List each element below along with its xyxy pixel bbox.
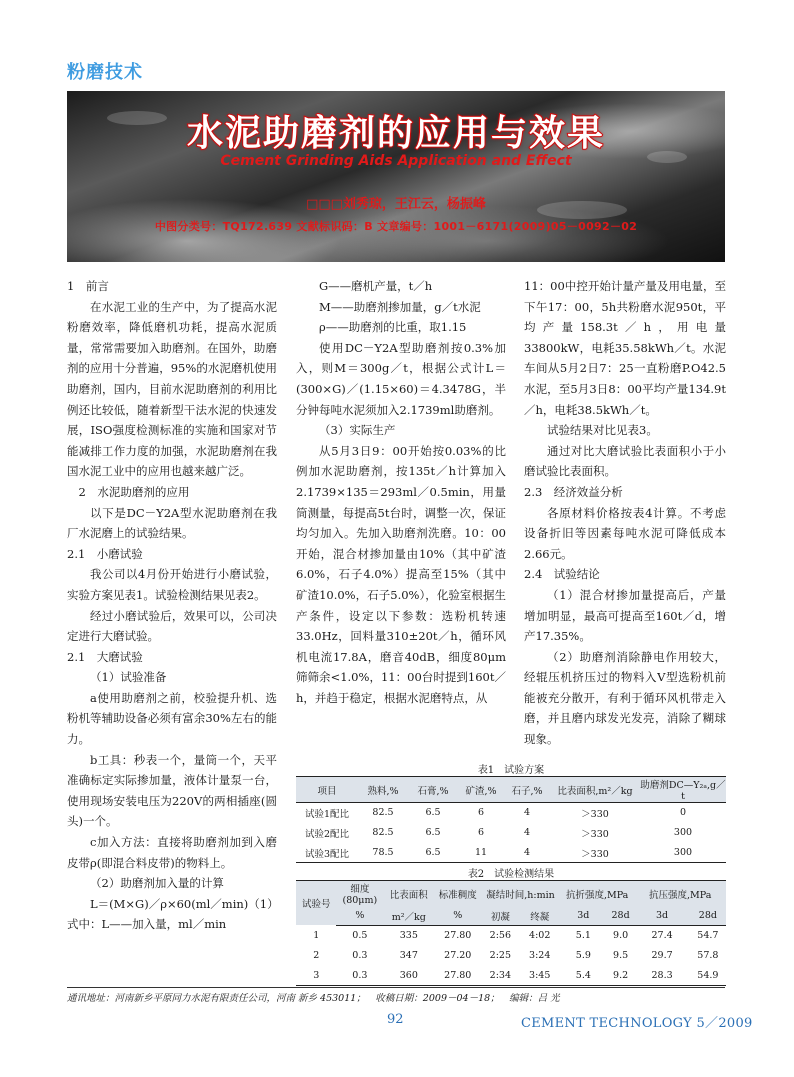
table-cell: 0.5 — [336, 926, 383, 946]
table-cell: 5.4 — [560, 966, 607, 986]
table-cell: 57.8 — [690, 946, 726, 966]
table-cell: 5.1 — [560, 926, 607, 946]
table-header-cell: 抗折强度,MPa — [560, 881, 635, 907]
table-cell: 4 — [504, 823, 550, 843]
table-cell: ＞330 — [550, 823, 640, 843]
table-subheader-cell: 28d — [690, 906, 726, 926]
table-cell: 27.80 — [434, 966, 481, 986]
paragraph: 使用DC－Y2A型助磨剂按0.3%加入，则M＝300g／t，根据公式计L＝(300×G)／(1.15×60)＝4.3478G，半分钟每吨水泥须加入2.1739ml助磨剂。 — [296, 340, 506, 417]
table-header-cell: 比表面积,m²／kg — [550, 777, 640, 803]
table-cell: 6.5 — [408, 803, 458, 823]
footer-address: 通讯地址：河南新乡平原同力水泥有限责任公司，河南 新乡 453011； 收稿日期：2009－04－18； 编辑：吕 光 — [67, 993, 560, 1004]
paragraph: 通过对比大磨试验比表面积小于小磨试验比表面积。 — [524, 443, 726, 479]
paragraph: 从5月3日9：00开始按0.03%的比例加水泥助磨剂，按135t／h计算加入2.1739×135＝293ml／0.5min，用量筒测量，每提高5t台时，调整一次，保证均匀加入。先加入助磨剂洗磨。10：00开始，混合材掺加量由10%（其中矿渣6.0%，石子4.0%）提高至15%（其中矿渣10.0%，石子5.0%），化验室根据生产条件，设定以下参数：选粉机转速33.0Hz，回料量310±20t／h，循环风机电流17.8A，磨音40dB，细度80μm筛筛余<1.0%，11：00台时提到160t／h，并趋于稳定，根据水泥磨特点，从 — [296, 443, 506, 705]
table-cell: 4:02 — [519, 926, 559, 946]
table-cell: 29.7 — [634, 946, 689, 966]
paragraph: 1 前言 — [67, 279, 109, 293]
table-header-cell: 助磨剂DC—Y₂ₐ,g／t — [640, 777, 726, 803]
paragraph: G——磨机产量，t／h — [319, 279, 433, 293]
paragraph: 经过小磨试验后，效果可以，公司决定进行大磨试验。 — [67, 608, 277, 644]
paragraph: a使用助磨剂之前，校验提升机、选粉机等辅助设备必须有富余30%左右的能力。 — [67, 690, 277, 747]
table-cell: 9.5 — [607, 946, 635, 966]
table-cell: 9.0 — [607, 926, 635, 946]
paragraph: 2.1 大磨试验 — [67, 649, 143, 664]
table-2 — [296, 880, 726, 986]
table-2-caption: 表2 试验检测结果 — [467, 869, 555, 880]
table-row — [296, 926, 726, 946]
paragraph: 各原材料价格按表4计算。不考虑设备折旧等因素每吨水泥可降低成本2.66元。 — [524, 505, 726, 561]
table-cell: 78.5 — [358, 843, 408, 863]
table-subheader-cell: 3d — [634, 906, 689, 926]
table-header-cell: 试验号 — [296, 881, 336, 926]
table-cell: 2 — [296, 946, 336, 966]
paragraph: （2）助磨剂加入量的计算 — [90, 876, 224, 891]
table-cell: 27.20 — [434, 946, 481, 966]
paragraph: 在水泥工业的生产中，为了提高水泥粉磨效率，降低磨机功耗，提高水泥质量，常常需要加入助磨剂。在国外，助磨剂的应用十分普遍，95%的水泥磨机使用助磨剂，国内，目前水泥助磨剂的利用比例还比较低，随着新型干法水泥的快速发展，ISO强度检测标准的实施和国家对节能减排工作力度的加强，水泥助磨剂在我国水泥工业中的应用也越来越广泛。 — [67, 299, 277, 479]
table-cell: 0.3 — [336, 946, 383, 966]
table-subheader-cell: 28d — [607, 906, 635, 926]
table-cell: 54.7 — [690, 926, 726, 946]
paragraph: 2.1 小磨试验 — [67, 546, 143, 561]
paragraph: 2.3 经济效益分析 — [524, 484, 623, 499]
table-cell: 3:45 — [519, 966, 559, 986]
paragraph: 11：00中控开始计量产量及用电量，至下午17：00，5h共粉磨水泥950t，平均产量158.3t／h，用电量33800kW，电耗35.58kWh／t。水泥车间从5月2日7：25一直粉磨P.O42.5水泥，至5月3日8：00平均产量134.9t／h，电耗38.5kWh／t。 — [524, 279, 726, 417]
table-1-header — [296, 777, 726, 803]
table-cell: 27.80 — [434, 926, 481, 946]
paragraph: M——助磨剂掺加量，g／t水泥 — [319, 299, 481, 314]
table-cell: 4 — [504, 843, 550, 863]
section-tag: 粉磨技术 — [67, 62, 143, 83]
table-cell: 3 — [296, 966, 336, 986]
table-header-cell: 石膏,% — [408, 777, 458, 803]
paragraph: c加入方法：直接将助磨剂加到入磨皮带ρ(即混合料皮带)的物料上。 — [67, 835, 277, 870]
table-cell: 300 — [640, 823, 726, 843]
article-title: 水泥助磨剂的应用与效果 — [186, 113, 605, 154]
table-row — [296, 803, 726, 823]
table-cell: 4 — [504, 803, 550, 823]
table-cell: 2:25 — [481, 946, 519, 966]
table-header-cell: 抗压强度,MPa — [634, 881, 726, 907]
table-cell: 试验3配比 — [296, 843, 358, 863]
paragraph: 式中：L——加入量，ml／min — [67, 917, 227, 932]
paragraph: （1）混合材掺加量提高后，产量增加明显，最高可提高至160t／d，增产17.35%。 — [524, 587, 726, 644]
table-row — [296, 966, 726, 986]
table-header-cell: 熟料,% — [358, 777, 408, 803]
title-banner — [67, 91, 725, 262]
paragraph: （3）实际生产 — [319, 423, 396, 438]
table-cell: 6.5 — [408, 843, 458, 863]
paragraph: 2 水泥助磨剂的应用 — [78, 484, 190, 499]
classification-line: 中图分类号：TQ172.639 文献标识码：B 文章编号：1001－6171(2009)05－0092－02 — [154, 220, 638, 233]
table-cell: ＞330 — [550, 843, 640, 863]
paragraph: 2.4 试验结论 — [524, 567, 600, 582]
paragraph: b工具：秒表一个，量筒一个，天平准确标定实际掺加量，液体计量泵一台，使用现场安装电压为220V的两相插座(圆头)一个。 — [67, 752, 277, 829]
table-cell: 0 — [640, 803, 726, 823]
table-cell: 82.5 — [358, 823, 408, 843]
journal-name: CEMENT TECHNOLOGY 5／2009 — [521, 1016, 753, 1031]
table-header-cell: 项目 — [296, 777, 358, 803]
paragraph: 以下是DC－Y2A型水泥助磨剂在我厂水泥磨上的试验结果。 — [67, 505, 277, 541]
paragraph: 我公司以4月份开始进行小磨试验，实验方案见表1。试验检测结果见表2。 — [67, 567, 277, 602]
table-cell: 0.3 — [336, 966, 383, 986]
table-cell: 11 — [458, 843, 504, 863]
table-cell: 54.9 — [690, 966, 726, 986]
table-cell: 9.2 — [607, 966, 635, 986]
table-cell: 300 — [640, 843, 726, 863]
table-cell: 82.5 — [358, 803, 408, 823]
page-number: 92 — [387, 1012, 404, 1027]
table-cell: ＞330 — [550, 803, 640, 823]
table-subheader-cell: m²／kg — [383, 906, 434, 926]
table-subheader-cell: 初凝 — [481, 906, 519, 926]
table-header-cell: 标准稠度 — [434, 881, 481, 907]
table-cell: 347 — [383, 946, 434, 966]
table-cell: 335 — [383, 926, 434, 946]
table-1 — [296, 776, 726, 863]
table-row — [296, 823, 726, 843]
table-row — [296, 843, 726, 863]
article-title-en: Cement Grinding Aids Application and Effect — [220, 153, 572, 169]
table-row — [296, 946, 726, 966]
column-1 — [67, 276, 277, 935]
table-cell: 6 — [458, 803, 504, 823]
table-cell: 28.3 — [634, 966, 689, 986]
table-cell: 5.9 — [560, 946, 607, 966]
table-cell: 1 — [296, 926, 336, 946]
table-subheader-cell: 3d — [560, 906, 607, 926]
table-cell: 6 — [458, 823, 504, 843]
table-header-cell: 比表面积 — [383, 881, 434, 907]
table-subheader-cell: % — [434, 906, 481, 926]
paragraph: （1）试验准备 — [90, 670, 167, 685]
table-cell: 6.5 — [408, 823, 458, 843]
table-2-header-sub — [296, 906, 726, 926]
table-header-cell: 矿渣,% — [458, 777, 504, 803]
footer-rule — [67, 987, 725, 988]
table-cell: 2:56 — [481, 926, 519, 946]
column-2 — [296, 276, 506, 708]
table-header-cell: 细度(80μm) — [336, 881, 383, 907]
authors: □□□刘秀琼，王江云，杨振峰 — [306, 197, 486, 212]
table-cell: 试验1配比 — [296, 803, 358, 823]
table-cell: 2:34 — [481, 966, 519, 986]
table-cell: 试验2配比 — [296, 823, 358, 843]
paragraph: 试验结果对比见表3。 — [547, 423, 658, 438]
table-cell: 27.4 — [634, 926, 689, 946]
paragraph: （2）助磨剂消除静电作用较大，经辊压机挤压过的物料入V型选粉机前能被充分散开，有利于循环风机带走入磨，并且磨内球发光发亮，消除了糊球现象。 — [524, 649, 726, 747]
column-3 — [524, 276, 726, 750]
table-2-header-top — [296, 881, 726, 907]
paragraph: L＝(M×G)／ρ×60(ml／min)（1） — [90, 896, 279, 911]
table-subheader-cell: 终凝 — [519, 906, 559, 926]
table-cell: 3:24 — [519, 946, 559, 966]
table-1-caption: 表1 试验方案 — [477, 765, 545, 776]
table-subheader-cell: % — [336, 906, 383, 926]
table-cell: 360 — [383, 966, 434, 986]
table-header-cell: 石子,% — [504, 777, 550, 803]
paragraph: ρ——助磨剂的比重，取1.15 — [319, 320, 467, 335]
table-header-cell: 凝结时间,h:min — [481, 881, 560, 907]
